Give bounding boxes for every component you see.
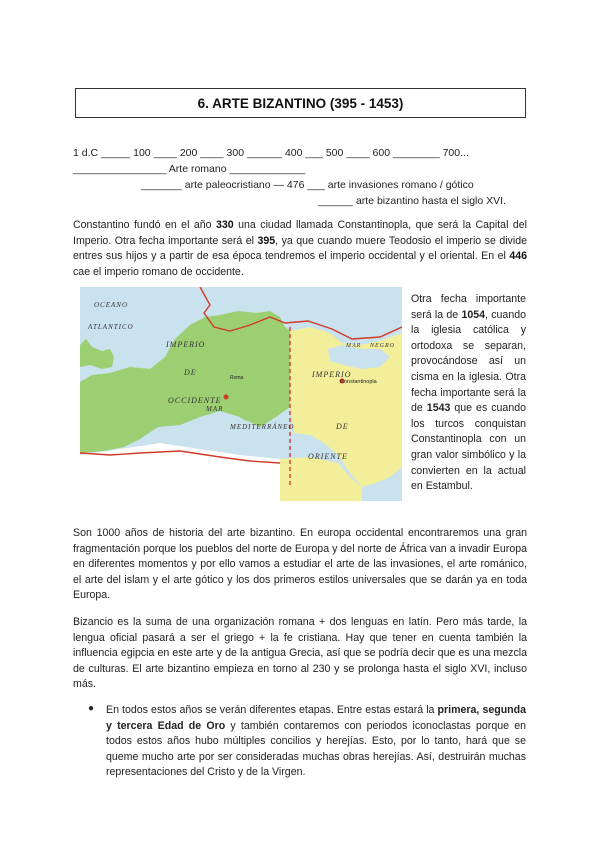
year-1543: 1543 xyxy=(426,402,451,415)
timeline-line-3: _______ arte paleocristiano — 476 ___ arte invasiones romano / gótico xyxy=(141,179,474,191)
side-paragraph: Otra fecha importante será la de 1054, cuando la iglesia católica y ortodoxa se separan, provocándose así un cisma en la iglesia. Otra fecha importante será la de 1543 que es cuando los turcos conquistan Constantinopla con un gran valor simbólico y la convierten en la actual en Estambul. xyxy=(411,293,527,493)
map-ocean-label-2: ATLANTICO xyxy=(88,323,134,331)
constantinopla-label: Constantinopla xyxy=(340,379,377,385)
map-sea-label-2: NEGRO xyxy=(370,343,395,349)
timeline-line-1: 1 d.C _____ 100 ____ 200 ____ 300 ______ 400 ___ 500 ____ 600 ________ 700... xyxy=(73,147,469,159)
timeline-line-2: ________________ Arte romano _____________ xyxy=(73,163,306,175)
intro-paragraph: Constantino fundó en el año 330 una ciudad llamada Constantinopla, que será la Capital del Imperio. Otra fecha importante será el 395, ya que cuando muere Teodosio el imperio se divide entres sus hijos y a partir de esa época tendremos el imperio occidental y el oriental. En el 446 cae el imperio romano de occidente. xyxy=(73,219,528,278)
map-east-label-3: ORIENTE xyxy=(308,452,348,461)
map-sea-label-1: MAR xyxy=(346,343,362,349)
map-west-label-3: OCCIDENTE xyxy=(168,396,222,405)
year-1054: 1054 xyxy=(461,308,486,321)
map-east-label-1: IMPERIO xyxy=(312,370,352,379)
paragraph-history: Son 1000 años de historia del arte bizantino. En europa occidental encontraremos una gran fragmentación porque los pueblos del norte de Europa y del norte de África van a invadir Europa en diferentes momentos y por ello vamos a estudiar el arte de las invasiones, el arte románico, el arte del islam y el arte gótico y los dos primeros estilos universales que se darán ya en toda Europa. xyxy=(73,527,527,602)
map-west-label-1: IMPERIO xyxy=(166,340,206,349)
year-446: 446 xyxy=(509,250,527,263)
roma-label: Roma xyxy=(230,375,244,381)
page-title: 6. ARTE BIZANTINO (395 - 1453) xyxy=(75,88,526,118)
map-ocean-label-1: OCEANO xyxy=(94,301,128,309)
paragraph-bizancio: Bizancio es la suma de una organización romana + dos lenguas en latín. Pero más tarde, la lengua oficial pasará a ser el griego + la fe cristiana. Hay que tener en cuenta también la influencia egipcia en este arte y de la antigua Grecia, así que se podría decir que es una mezcla de culturas. El arte bizantino empieza en torno al 230 y se prolonga hasta el siglo XVI, incluso más. xyxy=(73,616,527,691)
year-330: 330 xyxy=(216,219,234,231)
year-395: 395 xyxy=(257,234,276,247)
empire-map xyxy=(80,287,402,501)
roma-marker xyxy=(224,395,229,400)
bullet-item: En todos estos años se verán diferentes etapas. Entre estas estará la primera, segunda y tercera Edad de Oro y también contaremos con periodos iconoclastas porque en todos estos años hubo múltiples concilios y herejías. Esto, por lo tanto, hará que se queme mucho arte por ser consideradas muchas obras herejías. Así, destruirán muchas representaciones del Cristo y de la Virgen. xyxy=(106,704,527,779)
bullet-icon: ● xyxy=(88,703,95,714)
golden-ages: primera, segunda y tercera Edad de Oro xyxy=(106,704,527,732)
timeline-line-4: ______ arte bizantino hasta el siglo XVI. xyxy=(318,195,506,207)
map-east-label-2: DE xyxy=(336,422,349,431)
map-med-label-2: MEDITERRÁNEO xyxy=(230,423,295,431)
map-med-label-1: MAR xyxy=(206,405,224,413)
map-west-label-2: DE xyxy=(184,368,197,377)
